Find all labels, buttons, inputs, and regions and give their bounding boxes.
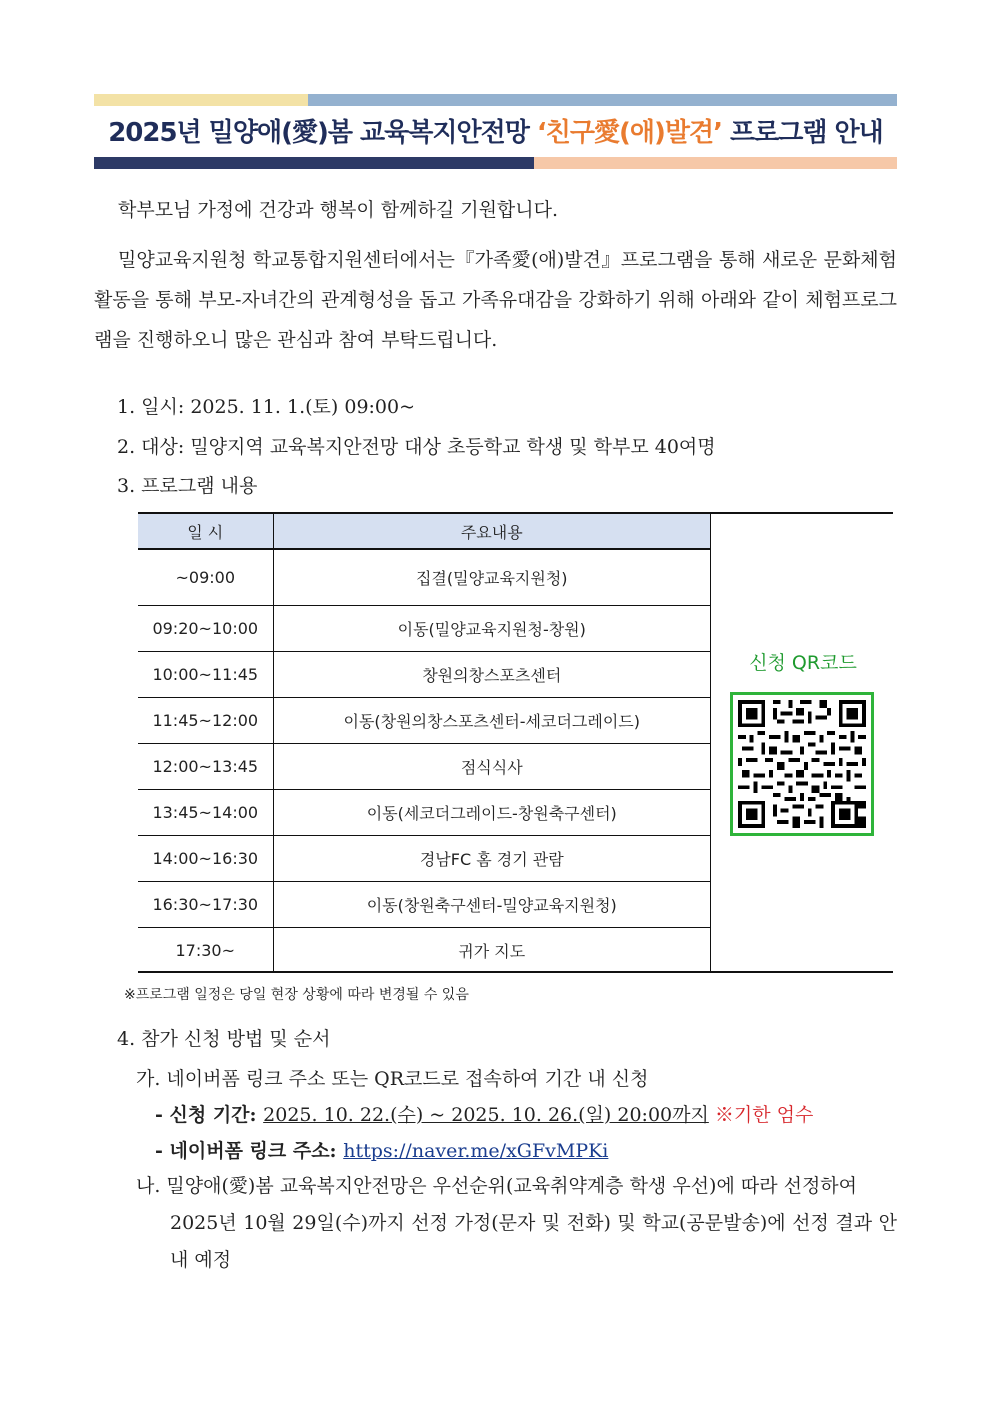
table-row: ~09:00 집결(밀양교육지원청) (138, 549, 711, 605)
apply-link: - 네이버폼 링크 주소: https://naver.me/xGFvMPKi (155, 1140, 609, 1162)
apply-step-b: 나. 밀양애(愛)봄 교육복지안전망은 우선순위(교육취약계층 학생 우선)에 따라 선정하여 (136, 1175, 858, 1197)
naver-form-link[interactable]: https://naver.me/xGFvMPKi (343, 1140, 609, 1162)
apply-period-warning: ※기한 엄수 (708, 1104, 814, 1126)
item-target: 2. 대상: 밀양지역 교육복지안전망 대상 초등학교 학생 및 학부모 40여명 (117, 436, 716, 458)
table-row: 11:45~12:00 이동(창원의창스포츠센터-세코더그레이드) (138, 697, 711, 743)
table-row: 14:00~16:30 경남FC 홈 경기 관람 (138, 835, 711, 881)
greeting-text: 학부모님 가정에 건강과 행복이 함께하길 기원합니다. (118, 199, 559, 221)
title-highlight: ‘친구愛(애)발견’ (536, 118, 722, 148)
table-header-row (138, 514, 711, 549)
apply-period-value: 2025. 10. 22.(수) ~ 2025. 10. 26.(일) 20:00까지 (263, 1104, 709, 1126)
table-row: 09:20~10:00 이동(밀양교육지원청-창원) (138, 605, 711, 651)
table-row: 12:00~13:45 점식식사 (138, 743, 711, 789)
item-date: 1. 일시: 2025. 11. 1.(토) 09:00~ (117, 396, 416, 418)
schedule-note: ※프로그램 일정은 당일 현장 상황에 따라 변경될 수 있음 (124, 987, 469, 1003)
apply-step-b-detail: 2025년 10월 29일(수)까지 선정 가정(문자 및 전화) 및 학교(공문발송)에 선정 결과 안내 예정 (170, 1212, 897, 1271)
apply-period: - 신청 기간: 2025. 10. 22.(수) ~ 2025. 10. 26.(일) 20:00까지 ※기한 엄수 (155, 1104, 814, 1126)
intro-paragraph: 밀양교육지원청 학교통합지원센터에서는『가족愛(애)발견』프로그램을 통해 새로운 문화체험활동을 통해 부모-자녀간의 관계형성을 돕고 가족유대감을 강화하기 위해 아래와 같이 체험프로그램을 진행하오니 많은 관심과 참여 부탁드립니다. (94, 249, 897, 351)
page-title: 2025년 밀양애(愛)봄 교육복지안전망 ‘친구愛(애)발견’ 프로그램 안내 (108, 118, 883, 148)
qr-code-icon[interactable] (730, 692, 874, 836)
header-content: 주요내용 (273, 514, 711, 549)
table-row: 16:30~17:30 이동(창원축구센터-밀양교육지원청) (138, 881, 711, 927)
header-bar-bottom (94, 157, 897, 169)
header-time: 일 시 (138, 514, 273, 549)
qr-label: 신청 QR코드 (749, 652, 857, 674)
table-row: 17:30~ 귀가 지도 (138, 927, 711, 973)
header-bar-top (94, 94, 897, 106)
schedule-table (138, 514, 711, 973)
table-row: 13:45~14:00 이동(세코더그레이드-창원축구센터) (138, 789, 711, 835)
apply-step-a: 가. 네이버폼 링크 주소 또는 QR코드로 접속하여 기간 내 신청 (136, 1068, 649, 1090)
qr-code-graphic (738, 700, 866, 828)
item-content: 3. 프로그램 내용 (117, 475, 258, 497)
apply-heading: 4. 참가 신청 방법 및 순서 (117, 1028, 331, 1050)
table-row: 10:00~11:45 창원의창스포츠센터 (138, 651, 711, 697)
